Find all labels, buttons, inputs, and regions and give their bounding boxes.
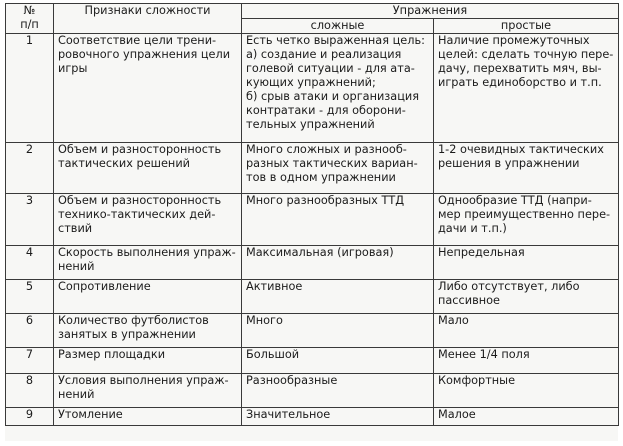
row-sign: Объем и разносторонность технико-тактических дей- ствий [58,194,222,235]
row-sign: Скорость выполнения упраж- нений [58,246,236,273]
row-complex: Разнообразные [246,374,338,387]
row-num-cell [6,143,54,194]
header-exercises-label: Упражнения [392,4,468,17]
row-simple: Комфортные [438,374,516,387]
header-row-1 [6,4,619,19]
row-simple: Либо отсутствует, либо пассивное [438,280,580,307]
table-row [6,194,619,246]
row-complex-cell [242,348,434,374]
row-complex: Максимальная (игровая) [246,246,394,259]
row-complex: Есть четко выраженная цель: а) создание и реализация голевой ситуации - для ата- кующих упражнений; б) срыв атаки и организация контратаки - для оборони- тельных упражнений [246,34,425,131]
row-sign-cell [54,408,242,426]
row-complex: Большой [246,348,300,361]
row-num-cell [6,408,54,426]
row-simple: Менее 1/4 поля [438,348,530,361]
row-sign: Количество футболистов занятых в упражнении [58,314,209,341]
row-complex: Активное [246,280,303,293]
table-row [6,374,619,408]
row-sign-cell [54,314,242,348]
row-num-cell [6,194,54,246]
row-complex-cell [242,143,434,194]
row-num: 1 [25,34,34,47]
row-simple-cell [434,408,619,426]
row-num-cell [6,246,54,280]
header-num-cell [6,4,54,34]
row-sign: Соответствие цели трени- ровочного упражнения цели игры [58,34,231,75]
document-page [5,3,618,441]
row-simple-cell [434,348,619,374]
row-num: 9 [25,408,34,421]
row-num-cell [6,374,54,408]
row-simple-cell [434,374,619,408]
header-num-label: № п/п [20,4,39,31]
row-num: 5 [25,280,34,293]
row-num-cell [6,34,54,143]
row-simple-cell [434,143,619,194]
row-sign: Утомление [58,408,123,421]
row-num: 6 [25,314,34,327]
row-complex-cell [242,246,434,280]
row-complex-cell [242,374,434,408]
row-simple-cell [434,34,619,143]
row-simple: Однообразие ТТД (напри- мер преимущественно пере- дачи и т.п.) [438,194,611,235]
header-complex-cell [242,19,434,34]
row-num: 3 [25,194,34,207]
header-exercises-cell [242,4,619,19]
row-complex-cell [242,280,434,314]
row-complex: Много [246,314,283,327]
row-simple: 1-2 очевидных тактических решения в упражнении [438,143,604,170]
row-num-cell [6,348,54,374]
row-complex-cell [242,314,434,348]
row-simple-cell [434,246,619,280]
table-row [6,408,619,426]
row-complex: Много разнообразных ТТД [246,194,405,207]
row-complex-cell [242,34,434,143]
table-row [6,280,619,314]
table-row [6,246,619,280]
row-sign-cell [54,280,242,314]
row-sign-cell [54,143,242,194]
row-sign: Условия выполнения упраж- нений [58,374,229,401]
row-sign-cell [54,374,242,408]
row-sign-cell [54,348,242,374]
header-signs-label: Признаки сложности [84,4,211,17]
table-row [6,143,619,194]
row-simple: Наличие промежуточных целей: сделать точную пере- дачу, перехватить мяч, вы- играть единоборство и т.п. [438,34,614,89]
row-sign-cell [54,34,242,143]
row-complex-cell [242,408,434,426]
row-complex: Много сложных и разнооб- разных тактических вариан- тов в одном упражнении [246,143,418,184]
row-simple: Непредельная [438,246,525,259]
table-row [6,314,619,348]
row-num: 4 [25,246,34,259]
header-complex-label: сложные [310,19,365,32]
row-simple-cell [434,314,619,348]
row-complex-cell [242,194,434,246]
row-num: 8 [25,374,34,387]
row-sign: Размер площадки [58,348,166,361]
row-simple-cell [434,280,619,314]
row-sign: Сопротивление [58,280,151,293]
row-sign-cell [54,246,242,280]
row-num-cell [6,314,54,348]
row-num-cell [6,280,54,314]
row-simple-cell [434,194,619,246]
row-simple: Мало [438,314,469,327]
header-simple-cell [434,19,619,34]
exercise-complexity-table [5,3,619,426]
row-complex: Значительное [246,408,331,421]
header-signs-cell [54,4,242,34]
header-simple-label: простые [500,19,552,32]
table-row [6,348,619,374]
row-num: 2 [25,143,34,156]
row-num: 7 [25,348,34,361]
row-sign-cell [54,194,242,246]
row-sign: Объем и разносторонность тактических решений [58,143,222,170]
row-simple: Малое [438,408,476,421]
table-row [6,34,619,143]
